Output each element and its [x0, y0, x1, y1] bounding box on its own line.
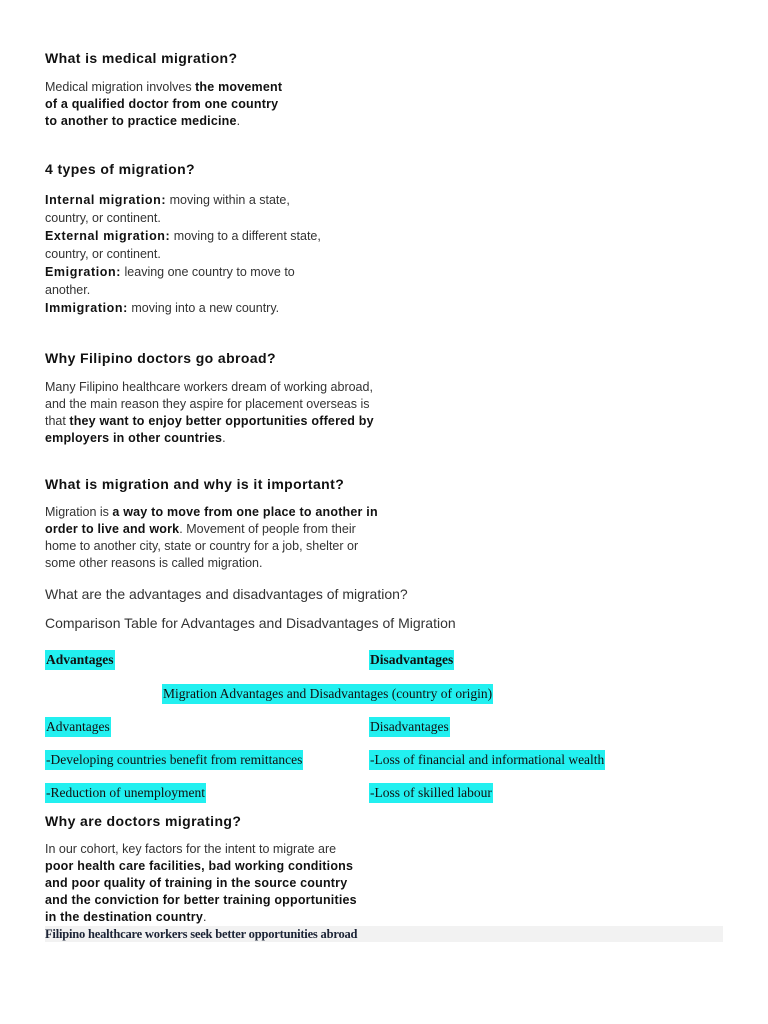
- text-line: some other reasons is called migration.: [45, 556, 263, 570]
- table-cell-disadvantage: -Loss of financial and informational wealth: [369, 750, 605, 770]
- bold-text: to another to practice medicine: [45, 114, 237, 128]
- text-line: home to another city, state or country for a job, shelter or: [45, 539, 359, 553]
- list-item-continuation: country, or continent.: [45, 247, 161, 261]
- bold-text: order to live and work: [45, 522, 180, 536]
- bold-text: in the destination country: [45, 910, 203, 924]
- list-item: [45, 263, 321, 281]
- text: .: [222, 431, 226, 445]
- paragraph-migration-importance: [45, 504, 378, 572]
- text: . Movement of people from their: [179, 522, 356, 536]
- table-header-disadvantages: Disadvantages: [369, 650, 454, 670]
- bold-text: a way to move from one place to another in: [112, 505, 378, 519]
- text-line: and the main reason they aspire for placement overseas is: [45, 397, 370, 411]
- table-cell-advantage: -Developing countries benefit from remittances: [45, 750, 303, 770]
- bold-text: and poor quality of training in the source country: [45, 876, 348, 890]
- table-caption: Migration Advantages and Disadvantages (country of origin): [162, 684, 493, 704]
- list-item-continuation: country, or continent.: [45, 211, 161, 225]
- text-line: Many Filipino healthcare workers dream of working abroad,: [45, 380, 373, 394]
- bold-text: of a qualified doctor from one country: [45, 97, 279, 111]
- list-item-continuation: another.: [45, 283, 91, 297]
- text: Migration is: [45, 505, 113, 519]
- paragraph-doctors-migrating: [45, 841, 357, 926]
- definition: moving within a state,: [166, 193, 290, 207]
- table-cell-advantage: -Reduction of unemployment: [45, 783, 206, 803]
- heading-filipino-doctors: Why Filipino doctors go abroad?: [45, 350, 276, 366]
- text: .: [202, 910, 207, 924]
- heading-migration-importance: What is migration and why is it important?: [45, 476, 345, 492]
- text: .: [236, 114, 241, 128]
- list-item: [45, 191, 321, 209]
- paragraph-filipino-doctors: [45, 379, 374, 447]
- text: that: [45, 414, 70, 428]
- term: Internal migration:: [45, 193, 167, 207]
- bold-text: employers in other countries: [45, 431, 223, 445]
- advantages-question: What are the advantages and disadvantages of migration?: [45, 586, 408, 602]
- bold-text: poor health care facilities, bad working conditions: [45, 859, 354, 873]
- definition: leaving one country to move to: [121, 265, 295, 279]
- comparison-title: Comparison Table for Advantages and Disadvantages of Migration: [45, 615, 456, 631]
- table-subheader-disadvantages: Disadvantages: [369, 717, 450, 737]
- bold-text: and the conviction for better training opportunities: [45, 893, 357, 907]
- table-subheader-advantages: Advantages: [45, 717, 111, 737]
- heading-doctors-migrating: Why are doctors migrating?: [45, 813, 242, 829]
- term: Emigration:: [45, 265, 122, 279]
- heading-medical-migration: What is medical migration?: [45, 50, 238, 66]
- bold-text: they want to enjoy better opportunities offered by: [69, 414, 374, 428]
- list-item: [45, 227, 321, 245]
- footer-caption: Filipino healthcare workers seek better opportunities abroad: [45, 927, 358, 941]
- definition: moving into a new country.: [127, 301, 280, 315]
- bold-text: the movement: [195, 80, 283, 94]
- table-cell-disadvantage: -Loss of skilled labour: [369, 783, 493, 803]
- list-types-of-migration: [45, 191, 321, 317]
- definition: moving to a different state,: [170, 229, 321, 243]
- paragraph-medical-migration: [45, 79, 282, 130]
- term: External migration:: [45, 229, 171, 243]
- table-header-advantages: Advantages: [45, 650, 115, 670]
- text-line: In our cohort, key factors for the intent to migrate are: [45, 842, 337, 856]
- term: Immigration:: [45, 301, 128, 315]
- heading-types-of-migration: 4 types of migration?: [45, 161, 195, 177]
- list-item: [45, 299, 321, 317]
- text: Medical migration involves: [45, 80, 196, 94]
